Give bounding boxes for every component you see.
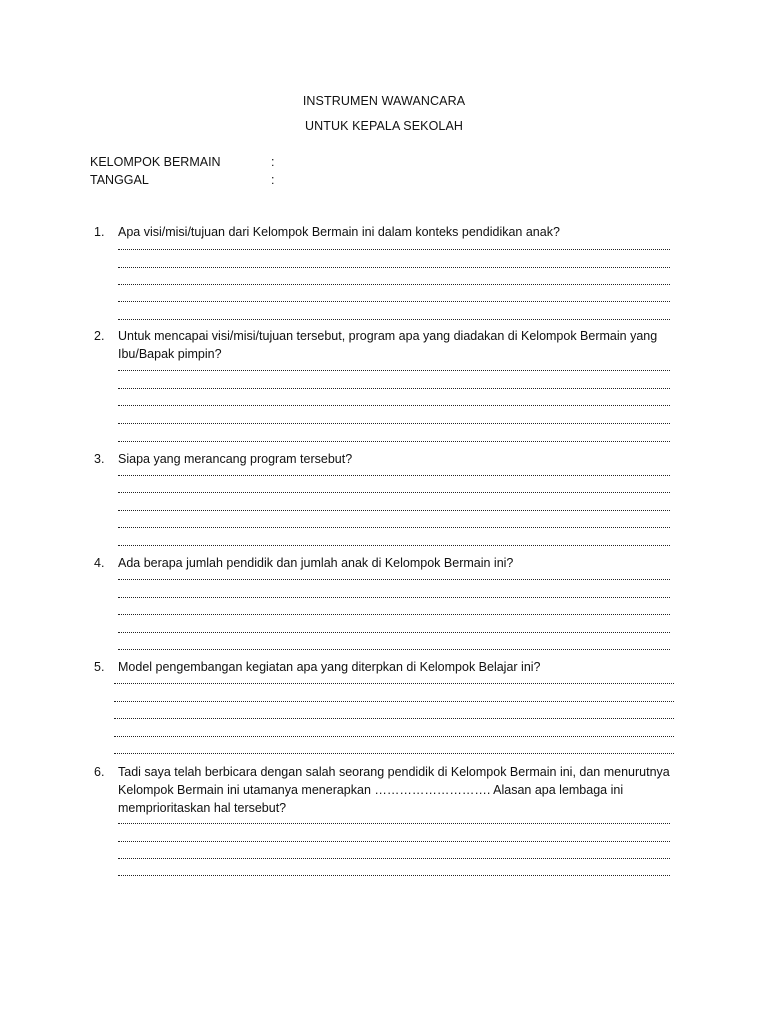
question-text-line: Model pengembangan kegiatan apa yang diterpkan di Kelompok Belajar ini?: [118, 660, 541, 674]
question-text-line: Siapa yang merancang program tersebut?: [118, 452, 353, 466]
answer-line[interactable]: [118, 405, 670, 406]
question-text: [118, 554, 678, 572]
question-text-line: Apa visi/misi/tujuan dari Kelompok Bermain ini dalam konteks pendidikan anak?: [118, 225, 560, 239]
question-text: [118, 658, 678, 676]
answer-line[interactable]: [118, 545, 670, 546]
answer-line[interactable]: [118, 579, 670, 580]
question-number: 6.: [94, 765, 105, 779]
question-text-line: Untuk mencapai visi/misi/tujuan tersebut, program apa yang diadakan di Kelompok Bermain yang: [118, 329, 658, 343]
question-text-line: Kelompok Bermain ini utamanya menerapkan ………………………. Alasan apa lembaga ini: [118, 783, 624, 797]
question-text: [118, 763, 678, 817]
answer-line[interactable]: [118, 388, 670, 389]
field-separator: :: [271, 173, 275, 187]
answer-line[interactable]: [118, 875, 670, 876]
field-kelompok-bermain: [90, 153, 490, 171]
answer-line[interactable]: [118, 632, 670, 633]
answer-line[interactable]: [118, 475, 670, 476]
field-tanggal: [90, 171, 490, 189]
question-text-line: Ada berapa jumlah pendidik dan jumlah anak di Kelompok Bermain ini?: [118, 556, 514, 570]
question-number: 2.: [94, 329, 105, 343]
answer-line[interactable]: [114, 683, 674, 684]
question-text-line: Ibu/Bapak pimpin?: [118, 347, 222, 361]
answer-line[interactable]: [118, 597, 670, 598]
answer-line[interactable]: [118, 649, 670, 650]
question-text-line: memprioritaskan hal tersebut?: [118, 801, 287, 815]
question-text-line: Tadi saya telah berbicara dengan salah seorang pendidik di Kelompok Bermain ini, dan menurutnya: [118, 765, 670, 779]
field-label: TANGGAL: [90, 173, 149, 187]
answer-line[interactable]: [118, 319, 670, 320]
answer-line[interactable]: [118, 492, 670, 493]
document-subtitle: UNTUK KEPALA SEKOLAH: [304, 119, 464, 133]
answer-line[interactable]: [118, 614, 670, 615]
answer-line[interactable]: [118, 441, 670, 442]
answer-line[interactable]: [118, 510, 670, 511]
answer-line[interactable]: [118, 284, 670, 285]
answer-line[interactable]: [118, 841, 670, 842]
field-separator: :: [271, 155, 275, 169]
question-number: 4.: [94, 556, 105, 570]
question-number: 1.: [94, 225, 105, 239]
question-text: [118, 223, 678, 241]
question-text: [118, 327, 678, 363]
answer-line[interactable]: [118, 301, 670, 302]
document-title: INSTRUMEN WAWANCARA: [302, 94, 466, 108]
answer-line[interactable]: [118, 370, 670, 371]
answer-line[interactable]: [114, 736, 674, 737]
question-text: [118, 450, 678, 468]
question-number: 5.: [94, 660, 105, 674]
answer-line[interactable]: [118, 423, 670, 424]
answer-line[interactable]: [118, 249, 670, 250]
answer-line[interactable]: [114, 753, 674, 754]
answer-line[interactable]: [114, 701, 674, 702]
answer-line[interactable]: [118, 823, 670, 824]
question-number: 3.: [94, 452, 105, 466]
answer-line[interactable]: [114, 718, 674, 719]
answer-line[interactable]: [118, 858, 670, 859]
answer-line[interactable]: [118, 267, 670, 268]
answer-line[interactable]: [118, 527, 670, 528]
field-label: KELOMPOK BERMAIN: [90, 155, 221, 169]
